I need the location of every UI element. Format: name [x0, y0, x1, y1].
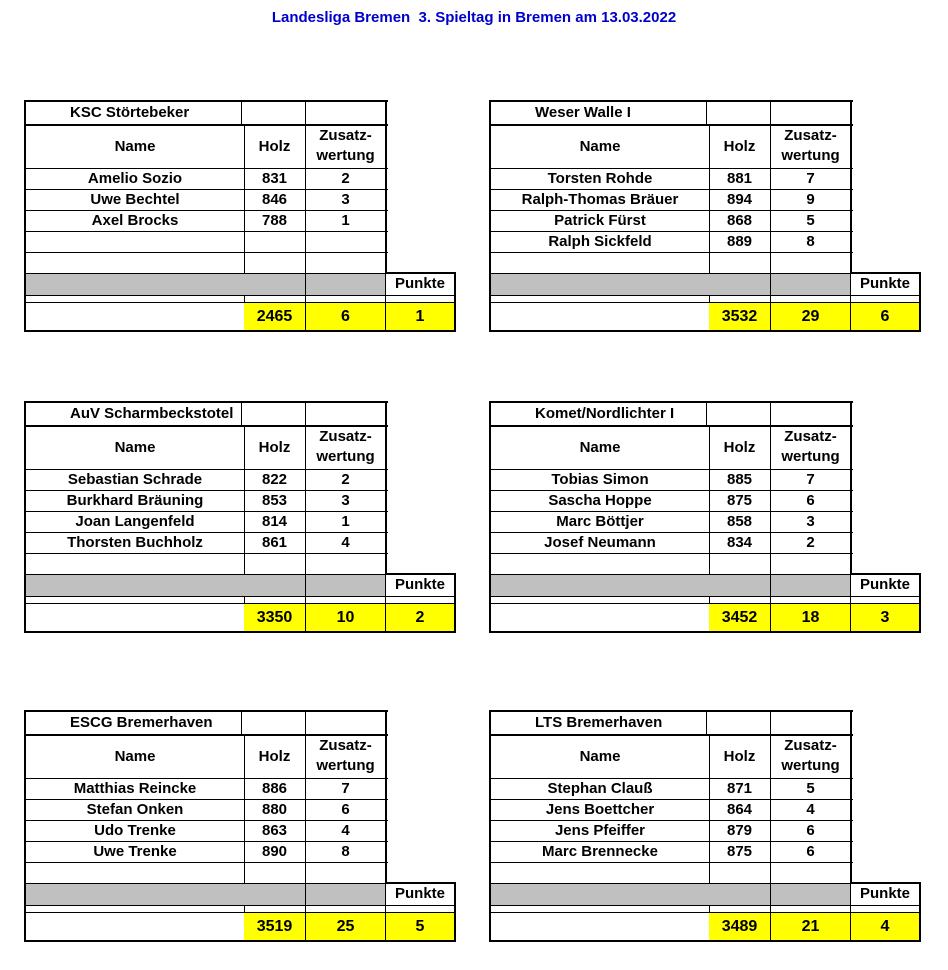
- team-name: Komet/Nordlichter I: [489, 403, 707, 425]
- gray-cell: [306, 575, 386, 596]
- player-holz: 858: [709, 512, 771, 532]
- team-header-row: [489, 710, 853, 736]
- empty-cell: [306, 403, 387, 425]
- player-name: Burkhard Bräuning: [24, 491, 245, 511]
- total-holz: 2465: [244, 303, 306, 330]
- totals-row: [489, 303, 921, 332]
- team-header-row: [24, 401, 388, 427]
- empty-cell: [244, 296, 306, 302]
- team-table: [24, 401, 456, 633]
- column-header-row: [489, 736, 853, 779]
- total-zusatz: 21: [771, 913, 851, 940]
- empty-cell: [771, 597, 851, 603]
- player-zusatz: 7: [771, 169, 852, 189]
- name-column-header: Name: [489, 736, 710, 778]
- separator-row: [24, 296, 456, 303]
- gray-separator-row: [24, 274, 456, 296]
- total-holz: 3532: [709, 303, 771, 330]
- player-row: [489, 232, 853, 253]
- player-row: [24, 169, 388, 190]
- team-name: LTS Bremerhaven: [489, 712, 707, 734]
- player-holz: 889: [709, 232, 771, 252]
- player-name: Udo Trenke: [24, 821, 245, 841]
- player-row: [24, 842, 388, 863]
- column-header-row: [24, 427, 388, 470]
- empty-cell: [306, 102, 387, 124]
- team-table: [489, 100, 921, 332]
- page-title: Landesliga Bremen 3. Spieltag in Bremen am 13.03.2022: [271, 9, 677, 26]
- empty-cell: [771, 403, 852, 425]
- empty-cell: [489, 597, 710, 603]
- empty-cell: [24, 253, 245, 273]
- totals-row: [24, 303, 456, 332]
- player-holz: 822: [244, 470, 306, 490]
- empty-cell: [386, 906, 456, 912]
- column-header-row: [489, 126, 853, 169]
- gray-cell: [306, 884, 386, 905]
- zusatzwertung-column-header: [306, 736, 387, 778]
- player-name: Amelio Sozio: [24, 169, 245, 189]
- empty-cell: [489, 253, 710, 273]
- total-zusatz: 18: [771, 604, 851, 631]
- player-zusatz: 8: [306, 842, 387, 862]
- player-holz: 894: [709, 190, 771, 210]
- player-zusatz: 3: [771, 512, 852, 532]
- zusatz-label-line1: Zusatz-: [784, 737, 837, 754]
- player-row: [489, 533, 853, 554]
- empty-cell: [306, 554, 387, 574]
- empty-cell: [489, 554, 710, 574]
- player-holz: 788: [244, 211, 306, 231]
- empty-cell: [489, 863, 710, 883]
- holz-column-header: Holz: [244, 126, 306, 168]
- total-holz: 3452: [709, 604, 771, 631]
- gray-cell: [771, 575, 851, 596]
- empty-cell: [709, 403, 771, 425]
- player-holz: 846: [244, 190, 306, 210]
- player-holz: 834: [709, 533, 771, 553]
- zusatz-label-line2: wertung: [316, 147, 375, 164]
- empty-cell: [489, 296, 710, 302]
- holz-column-header: Holz: [244, 427, 306, 469]
- player-row: [24, 779, 388, 800]
- team-table: [489, 401, 921, 633]
- player-zusatz: 9: [771, 190, 852, 210]
- column-header-row: [24, 736, 388, 779]
- empty-cell: [244, 253, 306, 273]
- punkte-header: Punkte: [851, 573, 921, 596]
- player-name: Uwe Trenke: [24, 842, 245, 862]
- holz-column-header: Holz: [709, 427, 771, 469]
- player-row: [489, 470, 853, 491]
- separator-row: [24, 906, 456, 913]
- empty-cell: [489, 303, 710, 330]
- player-zusatz: 5: [771, 779, 852, 799]
- empty-cell: [489, 604, 710, 631]
- player-row: [489, 821, 853, 842]
- totals-row: [24, 913, 456, 942]
- player-row: [24, 190, 388, 211]
- player-holz: 879: [709, 821, 771, 841]
- punkte-header: Punkte: [386, 272, 456, 295]
- empty-cell: [709, 712, 771, 734]
- team-header-row: [489, 401, 853, 427]
- empty-cell: [24, 906, 245, 912]
- total-zusatz: 29: [771, 303, 851, 330]
- zusatz-label-line2: wertung: [316, 757, 375, 774]
- player-zusatz: 3: [306, 190, 387, 210]
- empty-cell: [771, 906, 851, 912]
- zusatzwertung-column-header: [306, 126, 387, 168]
- player-holz: [244, 232, 306, 252]
- empty-cell: [851, 296, 921, 302]
- player-row: [489, 211, 853, 232]
- player-row: [24, 512, 388, 533]
- player-name: Torsten Rohde: [489, 169, 710, 189]
- empty-cell: [709, 554, 771, 574]
- player-row: [489, 512, 853, 533]
- team-name: ESCG Bremerhaven: [24, 712, 242, 734]
- player-row: [489, 190, 853, 211]
- player-zusatz: 3: [306, 491, 387, 511]
- empty-cell: [24, 604, 245, 631]
- team-punkte: 2: [386, 604, 456, 631]
- team-punkte: 1: [386, 303, 456, 330]
- zusatzwertung-column-header: [306, 427, 387, 469]
- gray-separator-row: [489, 575, 921, 597]
- zusatzwertung-column-header: [771, 126, 852, 168]
- gray-cell: [771, 274, 851, 295]
- empty-cell: [244, 863, 306, 883]
- player-holz: 880: [244, 800, 306, 820]
- player-zusatz: 1: [306, 512, 387, 532]
- punkte-header: Punkte: [386, 573, 456, 596]
- player-row: [24, 211, 388, 232]
- empty-cell: [386, 296, 456, 302]
- gray-cell: [24, 884, 245, 905]
- zusatz-label-line2: wertung: [781, 147, 840, 164]
- gray-cell: [709, 575, 771, 596]
- player-row: [24, 821, 388, 842]
- punkte-header: Punkte: [851, 272, 921, 295]
- name-column-header: Name: [489, 427, 710, 469]
- zusatz-label-line1: Zusatz-: [784, 428, 837, 445]
- player-holz: 831: [244, 169, 306, 189]
- player-row: [489, 491, 853, 512]
- team-name: Weser Walle I: [489, 102, 707, 124]
- player-row: [24, 533, 388, 554]
- separator-row: [489, 597, 921, 604]
- punkte-header: Punkte: [386, 882, 456, 905]
- player-holz: 886: [244, 779, 306, 799]
- empty-cell: [24, 554, 245, 574]
- total-zusatz: 25: [306, 913, 386, 940]
- player-zusatz: 4: [306, 821, 387, 841]
- name-column-header: Name: [24, 427, 245, 469]
- gray-cell: [709, 274, 771, 295]
- total-holz: 3350: [244, 604, 306, 631]
- empty-cell: [244, 102, 306, 124]
- zusatz-label-line2: wertung: [781, 448, 840, 465]
- player-holz: 890: [244, 842, 306, 862]
- player-holz: 868: [709, 211, 771, 231]
- player-zusatz: 4: [771, 800, 852, 820]
- player-name: Uwe Bechtel: [24, 190, 245, 210]
- gray-separator-row: [489, 884, 921, 906]
- empty-cell: [771, 102, 852, 124]
- player-holz: 861: [244, 533, 306, 553]
- empty-cell: [851, 597, 921, 603]
- total-holz: 3519: [244, 913, 306, 940]
- team-header-row: [24, 710, 388, 736]
- player-name: Marc Böttjer: [489, 512, 710, 532]
- blank-row: [24, 863, 388, 884]
- zusatzwertung-column-header: [771, 427, 852, 469]
- separator-row: [489, 906, 921, 913]
- gray-cell: [489, 884, 710, 905]
- empty-cell: [24, 303, 245, 330]
- player-zusatz: [306, 232, 387, 252]
- player-row: [489, 779, 853, 800]
- player-zusatz: 2: [306, 169, 387, 189]
- empty-cell: [709, 253, 771, 273]
- gray-cell: [489, 274, 710, 295]
- blank-row: [489, 253, 853, 274]
- empty-cell: [851, 906, 921, 912]
- player-name: Joan Langenfeld: [24, 512, 245, 532]
- player-row: [24, 800, 388, 821]
- holz-column-header: Holz: [709, 126, 771, 168]
- empty-cell: [24, 597, 245, 603]
- player-name: Ralph Sickfeld: [489, 232, 710, 252]
- totals-row: [489, 604, 921, 633]
- player-row: [24, 232, 388, 253]
- empty-cell: [771, 712, 852, 734]
- gray-cell: [306, 274, 386, 295]
- gray-cell: [244, 575, 306, 596]
- team-name: AuV Scharmbeckstotel: [24, 403, 242, 425]
- player-name: Ralph-Thomas Bräuer: [489, 190, 710, 210]
- player-name: Marc Brennecke: [489, 842, 710, 862]
- player-holz: 881: [709, 169, 771, 189]
- player-zusatz: 2: [771, 533, 852, 553]
- zusatz-label-line1: Zusatz-: [319, 737, 372, 754]
- player-name: Thorsten Buchholz: [24, 533, 245, 553]
- empty-cell: [24, 863, 245, 883]
- empty-cell: [306, 253, 387, 273]
- player-row: [24, 491, 388, 512]
- column-header-row: [24, 126, 388, 169]
- player-row: [24, 470, 388, 491]
- name-column-header: Name: [24, 126, 245, 168]
- team-header-row: [489, 100, 853, 126]
- gray-separator-row: [489, 274, 921, 296]
- player-name: Jens Boettcher: [489, 800, 710, 820]
- player-zusatz: 6: [771, 821, 852, 841]
- holz-column-header: Holz: [244, 736, 306, 778]
- player-zusatz: 1: [306, 211, 387, 231]
- blank-row: [489, 863, 853, 884]
- empty-cell: [244, 712, 306, 734]
- column-header-row: [489, 427, 853, 470]
- holz-column-header: Holz: [709, 736, 771, 778]
- player-holz: 853: [244, 491, 306, 511]
- player-zusatz: 6: [771, 491, 852, 511]
- zusatz-label-line2: wertung: [316, 448, 375, 465]
- player-zusatz: 5: [771, 211, 852, 231]
- name-column-header: Name: [24, 736, 245, 778]
- team-table: [24, 710, 456, 942]
- player-zusatz: 2: [306, 470, 387, 490]
- blank-row: [489, 554, 853, 575]
- blank-row: [24, 253, 388, 274]
- empty-cell: [709, 296, 771, 302]
- name-column-header: Name: [489, 126, 710, 168]
- empty-cell: [771, 554, 852, 574]
- player-name: [24, 232, 245, 252]
- empty-cell: [306, 712, 387, 734]
- gray-cell: [244, 274, 306, 295]
- zusatz-label-line2: wertung: [781, 757, 840, 774]
- blank-row: [24, 554, 388, 575]
- player-row: [489, 169, 853, 190]
- player-row: [489, 842, 853, 863]
- team-punkte: 6: [851, 303, 921, 330]
- player-holz: 871: [709, 779, 771, 799]
- empty-cell: [244, 906, 306, 912]
- player-name: Tobias Simon: [489, 470, 710, 490]
- empty-cell: [244, 403, 306, 425]
- player-name: Josef Neumann: [489, 533, 710, 553]
- team-table: [24, 100, 456, 332]
- total-zusatz: 10: [306, 604, 386, 631]
- empty-cell: [24, 296, 245, 302]
- empty-cell: [771, 863, 852, 883]
- player-zusatz: 7: [306, 779, 387, 799]
- zusatz-label-line1: Zusatz-: [319, 127, 372, 144]
- zusatzwertung-column-header: [771, 736, 852, 778]
- player-name: Jens Pfeiffer: [489, 821, 710, 841]
- totals-row: [489, 913, 921, 942]
- player-zusatz: 6: [771, 842, 852, 862]
- empty-cell: [244, 597, 306, 603]
- player-name: Stephan Clauß: [489, 779, 710, 799]
- empty-cell: [306, 597, 386, 603]
- empty-cell: [709, 597, 771, 603]
- empty-cell: [306, 863, 387, 883]
- player-zusatz: 7: [771, 470, 852, 490]
- empty-cell: [709, 906, 771, 912]
- separator-row: [24, 597, 456, 604]
- gray-cell: [24, 575, 245, 596]
- punkte-header: Punkte: [851, 882, 921, 905]
- player-holz: 875: [709, 491, 771, 511]
- team-punkte: 5: [386, 913, 456, 940]
- empty-cell: [24, 913, 245, 940]
- totals-row: [24, 604, 456, 633]
- team-name: KSC Störtebeker: [24, 102, 242, 124]
- player-zusatz: 4: [306, 533, 387, 553]
- player-row: [489, 800, 853, 821]
- player-holz: 863: [244, 821, 306, 841]
- player-name: Stefan Onken: [24, 800, 245, 820]
- player-holz: 864: [709, 800, 771, 820]
- empty-cell: [306, 296, 386, 302]
- player-zusatz: 8: [771, 232, 852, 252]
- empty-cell: [709, 102, 771, 124]
- zusatz-label-line1: Zusatz-: [319, 428, 372, 445]
- player-name: Axel Brocks: [24, 211, 245, 231]
- empty-cell: [386, 597, 456, 603]
- player-holz: 875: [709, 842, 771, 862]
- empty-cell: [306, 906, 386, 912]
- team-punkte: 3: [851, 604, 921, 631]
- gray-cell: [709, 884, 771, 905]
- gray-cell: [244, 884, 306, 905]
- player-holz: 885: [709, 470, 771, 490]
- player-name: Patrick Fürst: [489, 211, 710, 231]
- separator-row: [489, 296, 921, 303]
- team-punkte: 4: [851, 913, 921, 940]
- total-holz: 3489: [709, 913, 771, 940]
- team-table: [489, 710, 921, 942]
- empty-cell: [771, 296, 851, 302]
- empty-cell: [771, 253, 852, 273]
- player-holz: 814: [244, 512, 306, 532]
- team-header-row: [24, 100, 388, 126]
- empty-cell: [489, 913, 710, 940]
- empty-cell: [489, 906, 710, 912]
- gray-cell: [24, 274, 245, 295]
- gray-cell: [771, 884, 851, 905]
- player-name: Matthias Reincke: [24, 779, 245, 799]
- gray-cell: [489, 575, 710, 596]
- empty-cell: [709, 863, 771, 883]
- player-zusatz: 6: [306, 800, 387, 820]
- player-name: Sascha Hoppe: [489, 491, 710, 511]
- total-zusatz: 6: [306, 303, 386, 330]
- player-name: Sebastian Schrade: [24, 470, 245, 490]
- zusatz-label-line1: Zusatz-: [784, 127, 837, 144]
- gray-separator-row: [24, 575, 456, 597]
- empty-cell: [244, 554, 306, 574]
- gray-separator-row: [24, 884, 456, 906]
